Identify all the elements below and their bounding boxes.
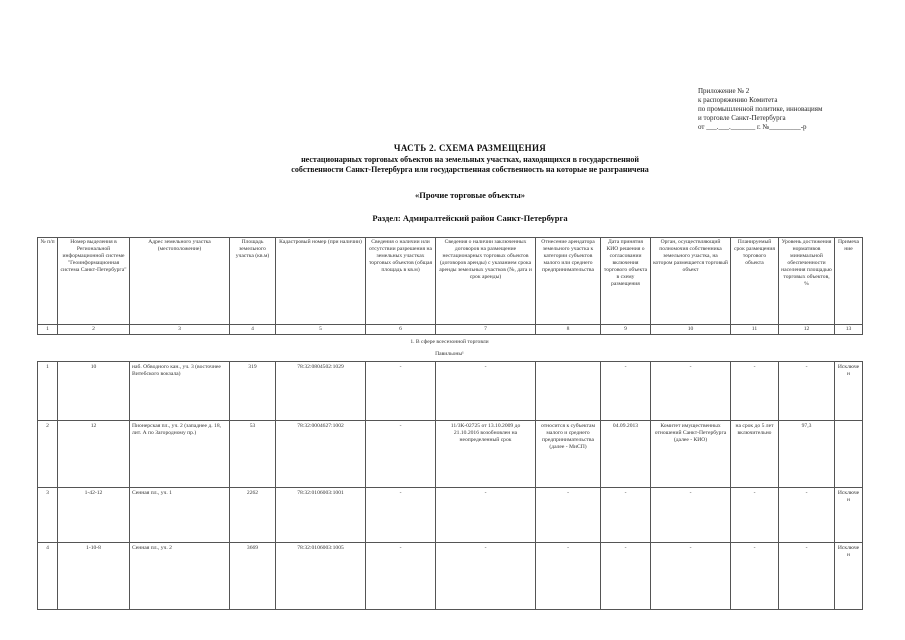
permit: - [366, 421, 436, 488]
column-number: 2 [58, 325, 130, 335]
address: Сенная пл., уч. 2 [130, 543, 230, 610]
sme-category: - [536, 543, 601, 610]
column-number: 3 [130, 325, 230, 335]
header-cell: Примечание [835, 238, 863, 325]
gis-number: 1-42-12 [58, 488, 130, 543]
permit: - [366, 488, 436, 543]
column-number: 7 [436, 325, 536, 335]
address: Сенная пл., уч. 1 [130, 488, 230, 543]
header-cell: Дата принятия КИО решения о согласовании включения торгового объекта в схему размещения [601, 238, 651, 325]
column-number: 5 [276, 325, 366, 335]
column-number-row [38, 325, 863, 335]
column-number: 8 [536, 325, 601, 335]
header-cell: Сведения о наличии заключенных договоров на размещение нестационарных торговых объектов (договоров аренды) с указанием срока аренды земельных участков (№, дата и срок аренды) [436, 238, 536, 325]
header-cell: Планируемый срок размещения торгового объекта [731, 238, 779, 325]
provision-level: - [779, 488, 835, 543]
approval-line: по промышленной политике, инновациям [698, 105, 823, 113]
permit: - [366, 543, 436, 610]
subtitle-line-1: нестационарных торговых объектов на земельных участках, находящихся в государственной [301, 155, 639, 164]
planned-term: - [731, 488, 779, 543]
approval-line: к распоряжению Комитета [698, 96, 778, 104]
note: Исключен [835, 543, 863, 610]
data-table [37, 361, 863, 610]
table-row [38, 488, 863, 543]
sphere-subheader: 1. В сфере всесезонной торговли [410, 339, 489, 345]
column-number: 12 [779, 325, 835, 335]
row-number: 2 [38, 421, 58, 488]
column-number: 1 [38, 325, 58, 335]
table-row [38, 362, 863, 421]
area: 53 [230, 421, 276, 488]
header-cell: Орган, осуществляющий полномочия собственника земельного участка, на котором размещается торговый объект [651, 238, 731, 325]
column-number: 13 [835, 325, 863, 335]
sme-category: - [536, 488, 601, 543]
document-subtitle [230, 155, 710, 175]
contract: 11/ЗК-02725 от 13.10.2009 до 21.10.2016 возобновлен на неопределенный срок [436, 421, 536, 488]
provision-level: - [779, 543, 835, 610]
row-number: 4 [38, 543, 58, 610]
header-cell: Сведения о наличии или отсутствии разрешения на земельных участках торговых объектов (общая площадь в кв.м) [366, 238, 436, 325]
area: 2262 [230, 488, 276, 543]
kio-date: - [601, 488, 651, 543]
table-row [38, 421, 863, 488]
note: Исключен [835, 488, 863, 543]
provision-level: - [779, 362, 835, 421]
contract: - [436, 488, 536, 543]
approval-note [698, 87, 898, 132]
owner-body: - [651, 362, 731, 421]
category-title: «Прочие торговые объекты» [414, 190, 526, 200]
type-subheader: Павильоны¹ [435, 351, 464, 357]
column-number: 10 [651, 325, 731, 335]
kio-date: - [601, 362, 651, 421]
document-part-title: ЧАСТЬ 2. СХЕМА РАЗМЕЩЕНИЯ [393, 143, 547, 153]
header-cell: Площадь земельного участка (кв.м) [230, 238, 276, 325]
provision-level: 97,3 [779, 421, 835, 488]
column-number: 9 [601, 325, 651, 335]
header-cell: № п/п [38, 238, 58, 325]
note: Исключен [835, 362, 863, 421]
header-cell: Кадастровый номер (при наличии) [276, 238, 366, 325]
row-number: 3 [38, 488, 58, 543]
cadastral-number: 78:32:0106003:1001 [276, 488, 366, 543]
address: Пионерская пл., уч. 2 (западнее д. 18, лит. А по Загородному пр.) [130, 421, 230, 488]
owner-body: - [651, 488, 731, 543]
sme-category: относится к субъектам малого и среднего предпринимательства (далее - МиСП) [536, 421, 601, 488]
header-cell: Номер выделения в Региональной информационной системе "Геоинформационная система Санкт-Петербурга" [58, 238, 130, 325]
gis-number: 1-10-8 [58, 543, 130, 610]
gis-number: 12 [58, 421, 130, 488]
planned-term: - [731, 362, 779, 421]
column-number: 6 [366, 325, 436, 335]
subtitle-line-2: собственности Санкт-Петербурга или государственная собственность на которые не разграничена [291, 165, 649, 174]
sme-category [536, 362, 601, 421]
section-title: Раздел: Адмиралтейский район Санкт-Петербурга [372, 213, 568, 223]
row-number: 1 [38, 362, 58, 421]
cadastral-number: 78:32:0106003:1005 [276, 543, 366, 610]
cadastral-number: 78:32:0804502:1029 [276, 362, 366, 421]
note [835, 421, 863, 488]
planned-term: - [731, 543, 779, 610]
table-row [38, 543, 863, 610]
address: наб. Обводного кан., уч. 3 (восточнее Витебского вокзала) [130, 362, 230, 421]
area: 3669 [230, 543, 276, 610]
approval-line: от ___.___._______ г. №_________-р [698, 123, 807, 131]
contract: - [436, 543, 536, 610]
cadastral-number: 78:32:0004627:1002 [276, 421, 366, 488]
header-table [37, 237, 863, 335]
kio-date: - [601, 543, 651, 610]
header-cell: Адрес земельного участка (местоположение) [130, 238, 230, 325]
header-cell: Уровень достижения нормативов минимальной обеспеченности населения площадью торговых объектов, % [779, 238, 835, 325]
kio-date: 04.09.2013 [601, 421, 651, 488]
planned-term: на срок до 5 лет включительно [731, 421, 779, 488]
area: 319 [230, 362, 276, 421]
owner-body: - [651, 543, 731, 610]
gis-number: 10 [58, 362, 130, 421]
permit: - [366, 362, 436, 421]
header-row [38, 238, 863, 325]
contract: - [436, 362, 536, 421]
approval-line: Приложение № 2 [698, 87, 750, 95]
owner-body: Комитет имущественных отношений Санкт-Петербурга (далее - КИО) [651, 421, 731, 488]
column-number: 4 [230, 325, 276, 335]
approval-line: и торговле Санкт-Петербурга [698, 114, 786, 122]
column-number: 11 [731, 325, 779, 335]
header-cell: Отнесение арендатора земельного участка к категории субъектов малого или среднего предпринимательства [536, 238, 601, 325]
